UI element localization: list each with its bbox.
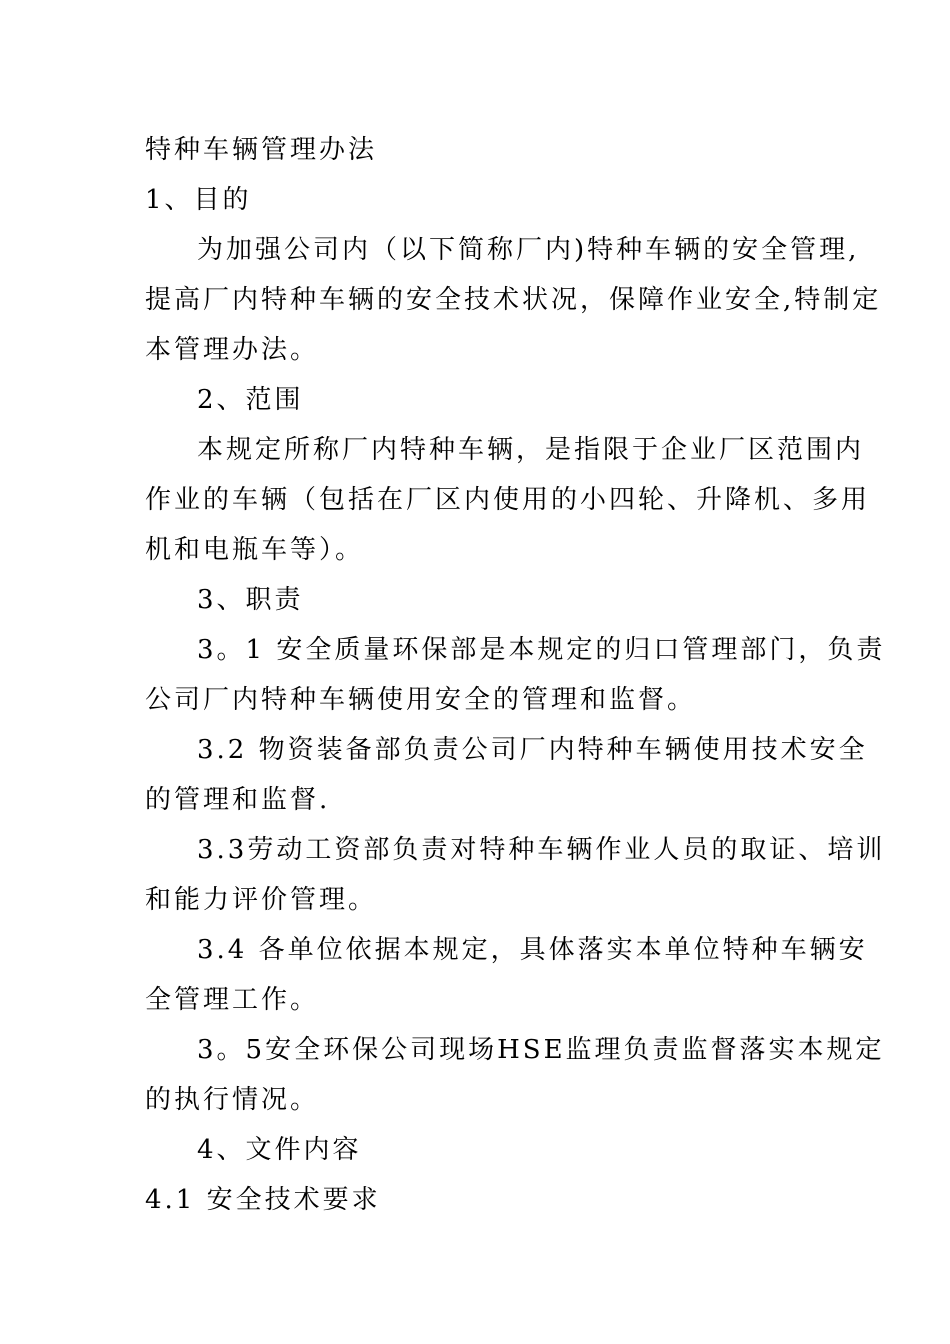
subsection-heading: 4.1 安全技术要求 <box>145 1185 381 1215</box>
paragraph-line: 机和电瓶车等）。 <box>145 535 365 565</box>
paragraph-line: 提高厂内特种车辆的安全技术状况，保障作业安全,特制定 <box>145 285 882 315</box>
paragraph-line: 公司厂内特种车辆使用安全的管理和监督。 <box>145 685 697 715</box>
paragraph-line: 3.4 各单位依据本规定，具体落实本单位特种车辆安 <box>197 935 868 965</box>
paragraph-line: 3.2 物资装备部负责公司厂内特种车辆使用技术安全 <box>197 735 868 765</box>
paragraph-line: 本管理办法。 <box>145 335 320 365</box>
paragraph-line: 3。1 安全质量环保部是本规定的归口管理部门，负责 <box>197 635 886 665</box>
paragraph-line: 3。5安全环保公司现场HSE监理负责监督落实本规定 <box>197 1035 885 1065</box>
paragraph-line: 的执行情况。 <box>145 1085 320 1115</box>
document-page <box>145 125 886 1225</box>
paragraph-line: 的管理和监督. <box>145 785 331 815</box>
document-title: 特种车辆管理办法 <box>145 135 378 165</box>
paragraph-line: 为加强公司内（以下简称厂内)特种车辆的安全管理, <box>197 235 860 265</box>
paragraph-line: 全管理工作。 <box>145 985 320 1015</box>
paragraph-line: 和能力评价管理。 <box>145 885 378 915</box>
paragraph-line: 作业的车辆（包括在厂区内使用的小四轮、升降机、多用 <box>145 485 871 515</box>
paragraph-line: 本规定所称厂内特种车辆，是指限于企业厂区范围内 <box>197 435 865 465</box>
section-heading-scope: 2、范围 <box>197 385 304 415</box>
paragraph-line: 3.3劳动工资部负责对特种车辆作业人员的取证、培训 <box>197 835 886 865</box>
section-heading-purpose: 1、目的 <box>145 185 252 215</box>
section-heading-content: 4、文件内容 <box>197 1135 362 1165</box>
section-heading-duties: 3、职责 <box>197 585 304 615</box>
